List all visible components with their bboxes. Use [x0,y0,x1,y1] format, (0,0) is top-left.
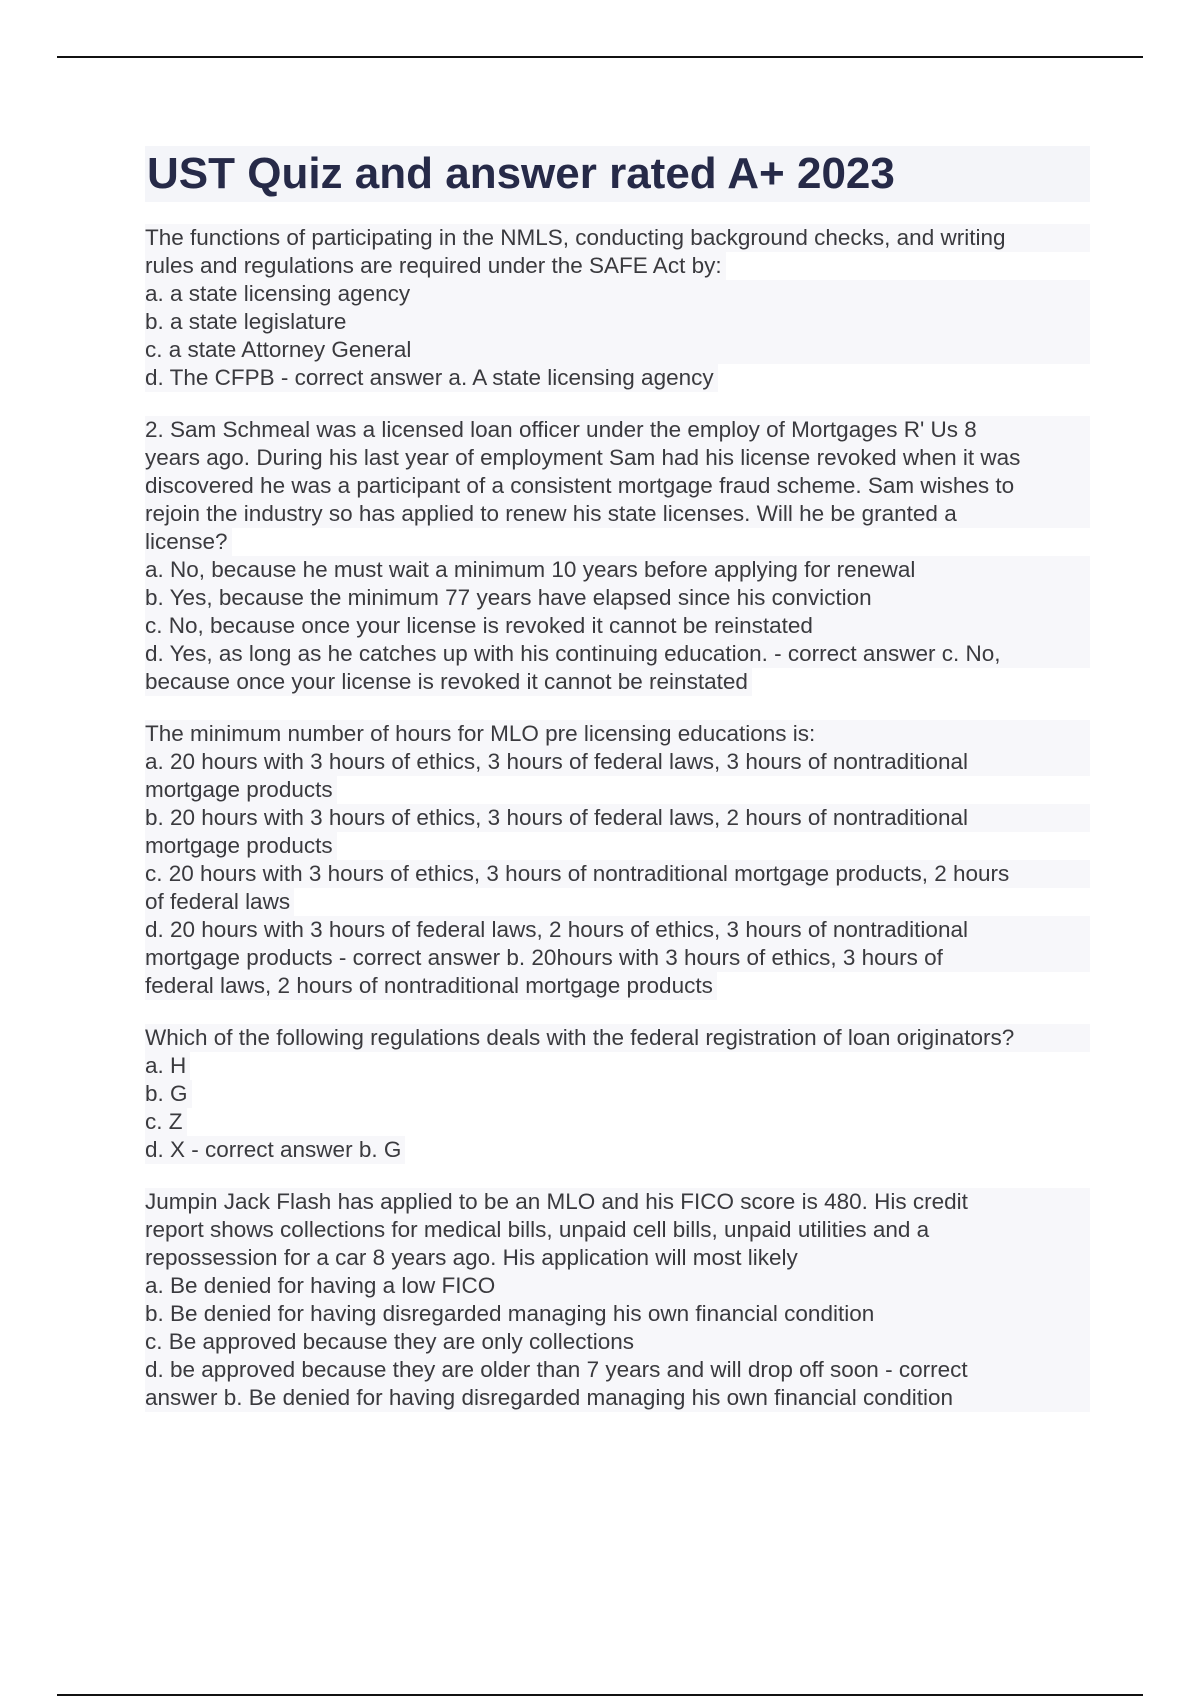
answer-option-with-correct-answer: d. The CFPB - correct answer a. A state licensing agency [145,364,718,392]
question-line: Jumpin Jack Flash has applied to be an MLO and his FICO score is 480. His credit [145,1188,1090,1216]
question-1 [145,224,1090,392]
answer-option: a. H [145,1052,190,1080]
answer-option: a. No, because he must wait a minimum 10 years before applying for renewal [145,556,1090,584]
answer-option: c. Be approved because they are only collections [145,1328,1090,1356]
answer-option-with-correct-answer: d. be approved because they are older than 7 years and will drop off soon - correct [145,1356,1090,1384]
answer-option-with-correct-answer: mortgage products - correct answer b. 20hours with 3 hours of ethics, 3 hours of [145,944,1090,972]
question-4 [145,1024,1090,1164]
correct-answer-continuation: answer b. Be denied for having disregarded managing his own financial condition [145,1384,1090,1412]
question-line: license? [145,528,232,556]
footer-rule [57,1694,1143,1696]
correct-answer-continuation: federal laws, 2 hours of nontraditional mortgage products [145,972,717,1000]
answer-option: a. 20 hours with 3 hours of ethics, 3 hours of federal laws, 3 hours of nontraditional [145,748,1090,776]
answer-option: c. 20 hours with 3 hours of ethics, 3 hours of nontraditional mortgage products, 2 hours [145,860,1090,888]
answer-option: b. Be denied for having disregarded managing his own financial condition [145,1300,1090,1328]
question-line: report shows collections for medical bills, unpaid cell bills, unpaid utilities and a [145,1216,1090,1244]
question-line: discovered he was a participant of a consistent mortgage fraud scheme. Sam wishes to [145,472,1090,500]
answer-option: b. Yes, because the minimum 77 years have elapsed since his conviction [145,584,1090,612]
question-line: rules and regulations are required under the SAFE Act by: [145,252,726,280]
question-line: years ago. During his last year of employment Sam had his license revoked when it was [145,444,1090,472]
answer-option: a. Be denied for having a low FICO [145,1272,1090,1300]
question-2 [145,416,1090,696]
answer-option: d. 20 hours with 3 hours of federal laws, 2 hours of ethics, 3 hours of nontraditional [145,916,1090,944]
answer-option-with-correct-answer: d. Yes, as long as he catches up with his continuing education. - correct answer c. No, [145,640,1090,668]
question-3 [145,720,1090,1000]
correct-answer-continuation: because once your license is revoked it cannot be reinstated [145,668,752,696]
answer-option: b. 20 hours with 3 hours of ethics, 3 hours of federal laws, 2 hours of nontraditional [145,804,1090,832]
question-line: rejoin the industry so has applied to renew his state licenses. Will he be granted a [145,500,1090,528]
question-line: Which of the following regulations deals with the federal registration of loan originators? [145,1024,1090,1052]
answer-option: c. No, because once your license is revoked it cannot be reinstated [145,612,1090,640]
answer-option-with-correct-answer: d. X - correct answer b. G [145,1136,405,1164]
answer-option: c. Z [145,1108,187,1136]
question-line: repossession for a car 8 years ago. His application will most likely [145,1244,1090,1272]
question-5 [145,1188,1090,1412]
document-body [145,146,1090,1412]
answer-option-continuation: of federal laws [145,888,294,916]
question-line: 2. Sam Schmeal was a licensed loan officer under the employ of Mortgages R' Us 8 [145,416,1090,444]
header-rule [57,56,1143,58]
question-line: The minimum number of hours for MLO pre licensing educations is: [145,720,1090,748]
document-title: UST Quiz and answer rated A+ 2023 [145,146,1090,202]
answer-option-continuation: mortgage products [145,776,337,804]
answer-option-continuation: mortgage products [145,832,337,860]
answer-option: c. a state Attorney General [145,336,1090,364]
answer-option: b. a state legislature [145,308,1090,336]
question-line: The functions of participating in the NMLS, conducting background checks, and writing [145,224,1090,252]
answer-option: a. a state licensing agency [145,280,1090,308]
answer-option: b. G [145,1080,192,1108]
